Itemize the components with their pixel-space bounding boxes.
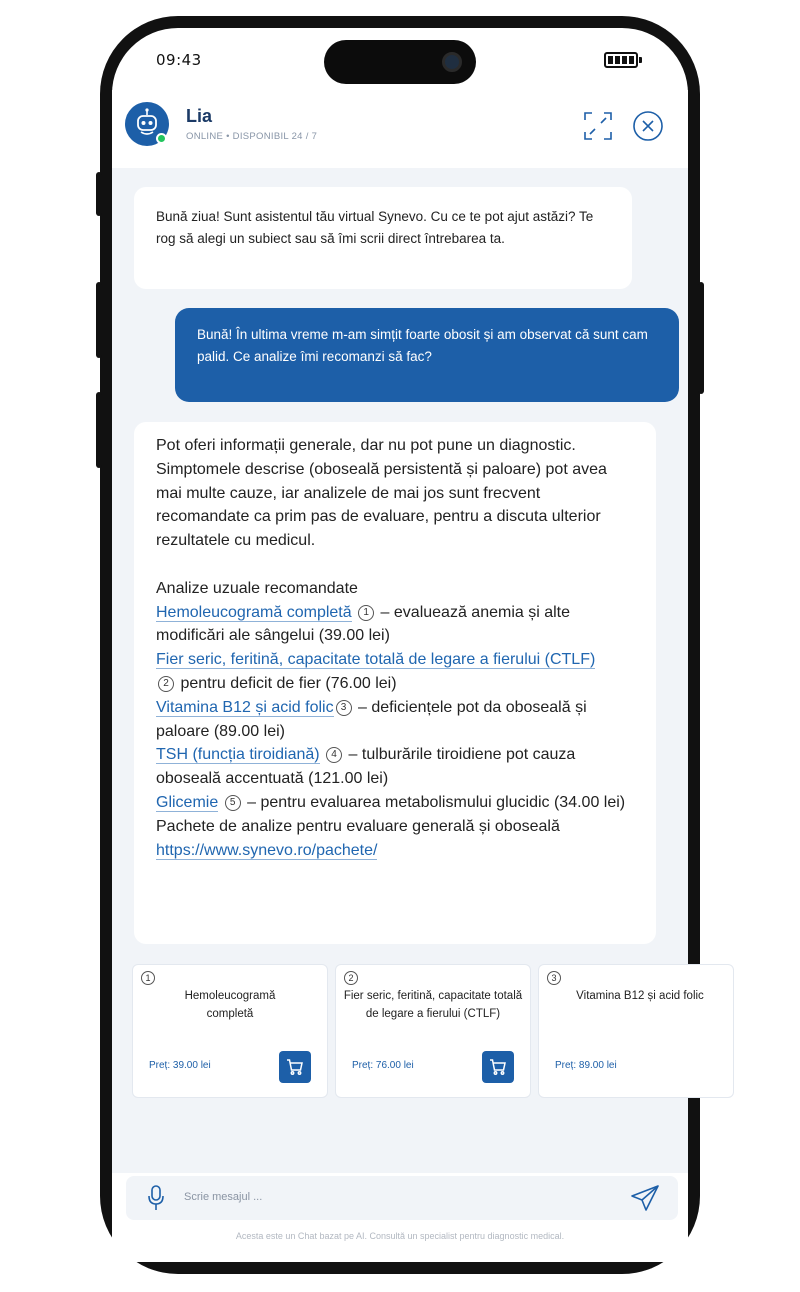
card-number-badge: 3: [547, 971, 561, 985]
card-title: Hemoleucogramă completă: [184, 990, 276, 1020]
product-card[interactable]: [132, 964, 328, 1098]
analysis-desc: – deficiențele pot da oboseală și paloare (89.00 lei): [156, 698, 587, 740]
analysis-link-fier-seric[interactable]: Fier seric, feritină, capacitate totală de legare a fierului (CTLF): [156, 651, 596, 669]
bot-message-greeting: Bună ziua! Sunt asistentul tău virtual Synevo. Cu ce te pot ajut astăzi? Te rog să alegi un subiect sau să îmi scrii direct întrebarea ta.: [134, 187, 632, 289]
add-to-cart-button[interactable]: [482, 1051, 514, 1083]
reference-badge: 2: [158, 676, 174, 692]
message-input[interactable]: Scrie mesajul ...: [184, 1191, 263, 1203]
side-button-volume-down: [96, 392, 102, 468]
analysis-item-4: [156, 743, 634, 791]
agent-name: Lia: [186, 106, 213, 126]
product-carousel[interactable]: [132, 964, 704, 1098]
answer-intro: Simptomele descrise (oboseală persistentă și paloare) pot avea mai multe cauze, iar analizele de mai jos sunt frecvent recomandate ca prim pas de evaluare, pentru a discuta ulterior rezultatele cu medicul.: [156, 460, 607, 550]
close-icon[interactable]: [632, 110, 664, 142]
expand-icon[interactable]: [582, 110, 614, 142]
card-price: Preț: 89.00 lei: [555, 1060, 617, 1071]
analysis-desc: – pentru evaluarea metabolismului glucidic (34.00 lei): [242, 793, 626, 811]
cart-icon: [286, 1058, 304, 1076]
product-card[interactable]: [538, 964, 734, 1098]
chat-header: [112, 90, 688, 168]
analysis-desc: – tulburările tiroidiene pot cauza oboseală accentuată (121.00 lei): [156, 746, 576, 788]
battery-icon: [604, 52, 638, 68]
product-card[interactable]: [335, 964, 531, 1098]
analysis-desc: pentru deficit de fier (76.00 lei): [176, 674, 397, 692]
analysis-link-hemoleucograma[interactable]: Hemoleucogramă completă: [156, 603, 352, 621]
analysis-item-1: [156, 601, 634, 649]
packages-text: Pachete de analize pentru evaluare generală și oboseală: [156, 817, 560, 835]
reference-badge: 4: [326, 747, 342, 763]
status-time: 09:43: [156, 51, 202, 69]
side-button-volume-up: [96, 282, 102, 358]
analysis-desc: – evaluează anemia și alte modificări ale sângelui (39.00 lei): [156, 603, 571, 645]
card-number-badge: 2: [344, 971, 358, 985]
send-icon[interactable]: [630, 1184, 660, 1212]
battery-tip: [639, 57, 642, 63]
analysis-link-glicemie[interactable]: Glicemie: [156, 793, 219, 811]
reference-badge: 1: [358, 605, 374, 621]
side-button-mute: [96, 172, 102, 216]
card-price: Preț: 76.00 lei: [352, 1060, 414, 1071]
user-message: Bună! În ultima vreme m-am simțit foarte obosit și am observat că sunt cam palid. Ce analize îmi recomanzi să fac?: [175, 308, 679, 402]
side-button-power: [698, 282, 704, 394]
reference-badge: 5: [225, 795, 241, 811]
camera-icon: [442, 52, 462, 72]
online-indicator: [156, 133, 167, 144]
phone-screen: [112, 28, 704, 1262]
card-price: Preț: 39.00 lei: [149, 1060, 211, 1071]
reference-badge: 3: [336, 700, 352, 716]
microphone-icon[interactable]: [148, 1185, 164, 1211]
analysis-item-3: [156, 696, 634, 744]
agent-status: ONLINE • DISPONIBIL 24 / 7: [186, 131, 318, 142]
cart-icon: [489, 1058, 507, 1076]
add-to-cart-button[interactable]: [279, 1051, 311, 1083]
bot-message-answer: [134, 422, 656, 944]
packages-link[interactable]: https://www.synevo.ro/pachete/: [156, 841, 378, 859]
message-input-bar[interactable]: [126, 1176, 678, 1220]
answer-list-title: Analize uzuale recomandate: [156, 579, 358, 597]
answer-disclaimer: Pot oferi informații generale, dar nu pot pune un diagnostic.: [156, 437, 576, 454]
analysis-item-2: [156, 648, 634, 696]
dynamic-island: [324, 40, 476, 84]
analysis-link-vitamina-b12[interactable]: Vitamina B12 și acid folic: [156, 698, 334, 716]
card-title: Fier seric, feritină, capacitate totală de legare a fierului (CTLF): [343, 990, 523, 1020]
ai-disclaimer: Acesta este un Chat bazat pe AI. Consultă un specialist pentru diagnostic medical.: [235, 1231, 565, 1241]
chat-area[interactable]: [112, 168, 704, 1173]
card-title: Vitamina B12 și acid folic: [576, 990, 704, 1002]
analysis-item-5: [156, 791, 634, 815]
analysis-link-tsh[interactable]: TSH (funcția tiroidiană): [156, 746, 320, 764]
composer-area: [112, 1173, 688, 1262]
card-number-badge: 1: [141, 971, 155, 985]
